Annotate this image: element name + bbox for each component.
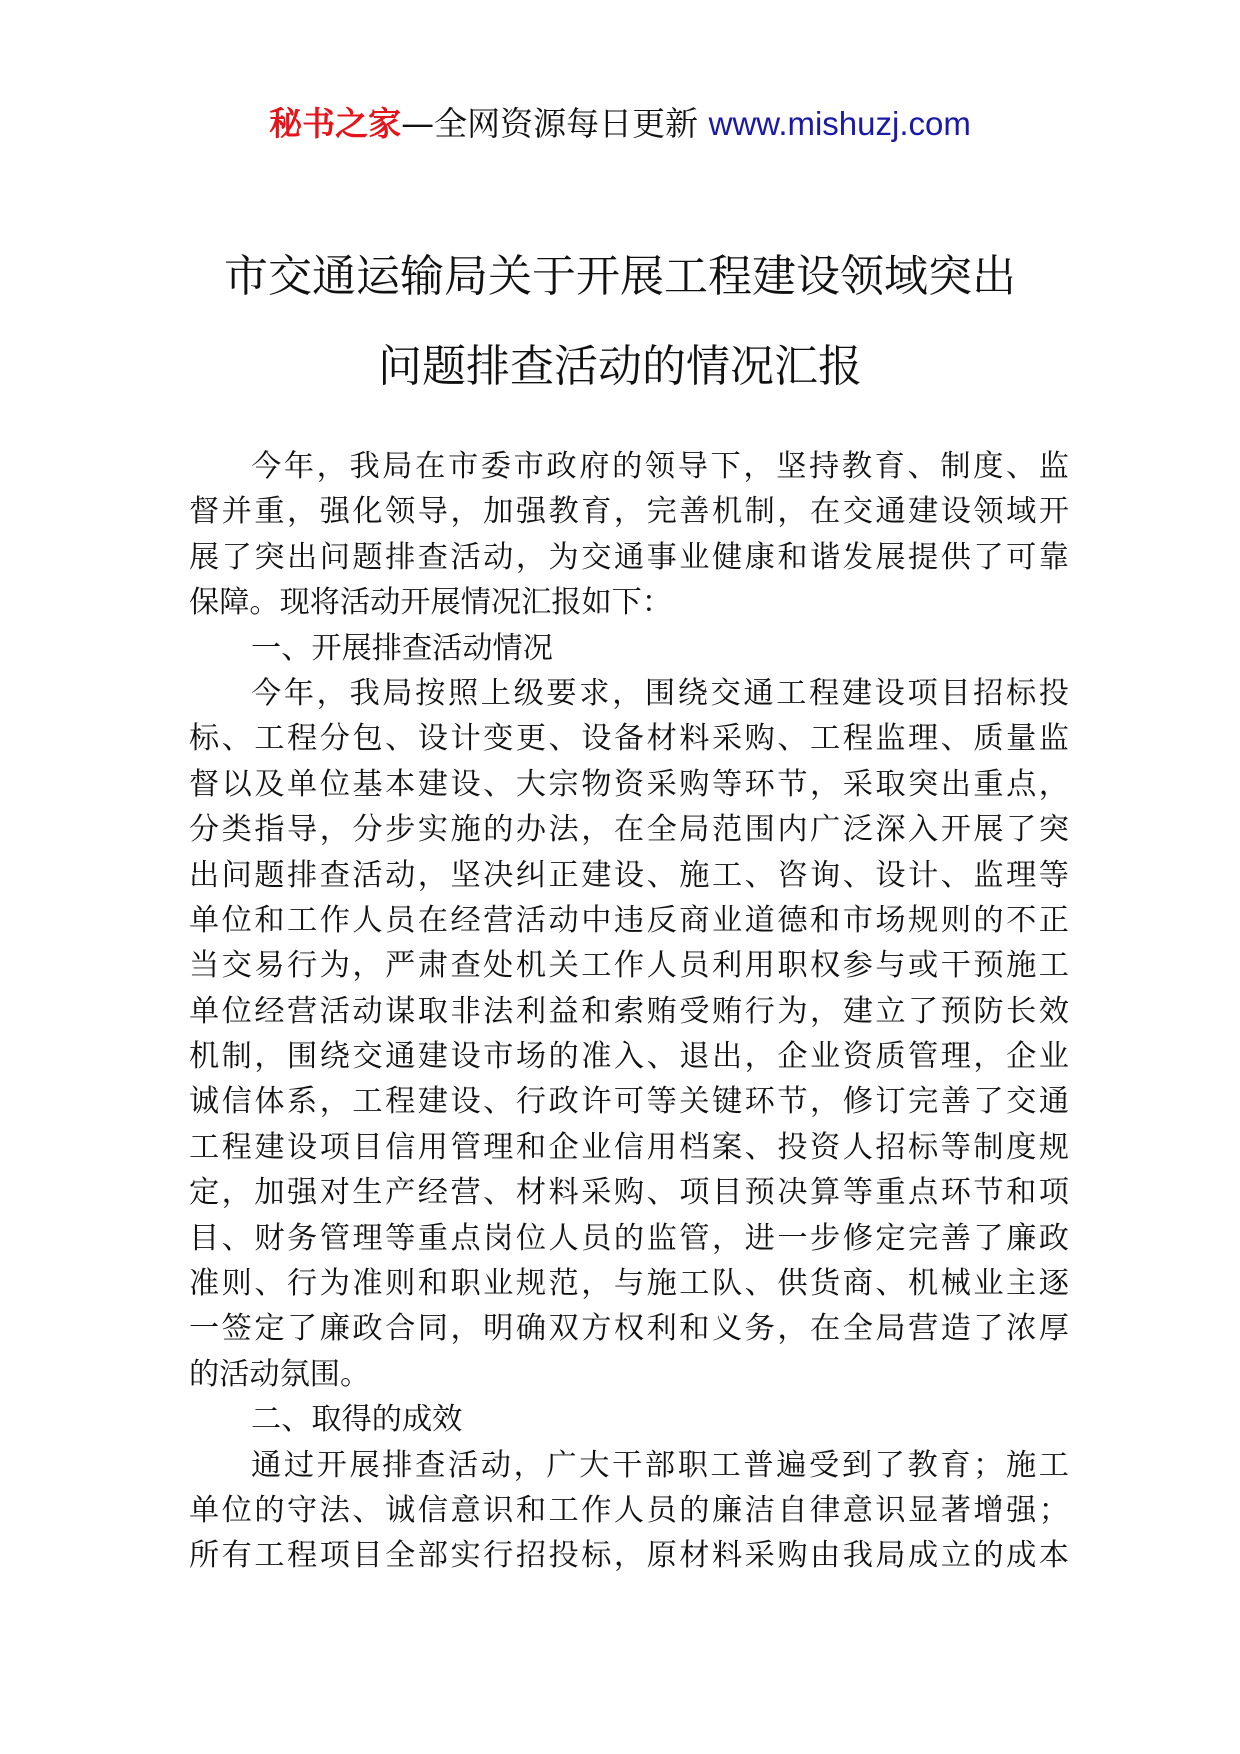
site-url-link[interactable]: www.mishuzj.com [708,105,971,142]
body-line: 定，加强对生产经营、材料采购、项目预决算等重点环节和项 [189,1175,1069,1211]
body-line: 机制，围绕交通建设市场的准入、退出，企业资质管理，企业 [189,1039,1069,1075]
body-line: 准则、行为准则和职业规范，与施工队、供货商、机械业主逐 [189,1266,1069,1302]
body-line: 目、财务管理等重点岗位人员的监管，进一步修定完善了廉政 [189,1220,1069,1256]
brand-name: 秘书之家 [269,104,402,143]
body-line: 出问题排查活动，坚决纠正建设、施工、咨询、设计、监理等 [189,857,1069,893]
document-body [189,444,1069,1579]
body-line: 单位的守法、诚信意识和工作人员的廉洁自律意识显著增强； [189,1492,1069,1528]
body-line: 保障。现将活动开展情况汇报如下： [189,585,673,621]
body-line: 督以及单位基本建设、大宗物资采购等环节，采取突出重点， [189,766,1069,802]
body-line: 今年，我局在市委市政府的领导下，坚持教育、制度、监 [251,449,1069,484]
body-line: 通过开展排查活动，广大干部职工普遍受到了教育；施工 [251,1447,1069,1483]
body-line: 所有工程项目全部实行招投标，原材料采购由我局成立的成本 [189,1538,1069,1574]
banner-slogan: —全网资源每日更新 [401,104,699,143]
body-line: 工程建设项目信用管理和企业信用档案、投资人招标等制度规 [189,1129,1069,1165]
body-line: 标、工程分包、设计变更、设备材料采购、工程监理、质量监 [189,721,1069,757]
title-line-1: 市交通运输局关于开展工程建设领域突出 [224,251,1016,302]
section-heading-1: 一、开展排查活动情况 [251,630,553,666]
site-banner [0,98,1240,150]
body-line: 单位经营活动谋取非法利益和索贿受贿行为，建立了预防长效 [189,993,1069,1029]
body-line: 一签定了廉政合同，明确双方权利和义务，在全局营造了浓厚 [189,1311,1069,1347]
body-line: 展了突出问题排查活动，为交通事业健康和谐发展提供了可靠 [189,539,1069,575]
body-line: 单位和工作人员在经营活动中违反商业道德和市场规则的不正 [189,902,1069,938]
title-line-2: 问题排查活动的情况汇报 [378,341,862,392]
section-heading-2: 二、取得的成效 [251,1402,463,1438]
body-line: 督并重，强化领导，加强教育，完善机制，在交通建设领域开 [189,494,1069,530]
body-line: 的活动氛围。 [189,1356,371,1392]
body-line: 今年，我局按照上级要求，围绕交通工程建设项目招标投 [251,675,1069,711]
body-line: 当交易行为，严肃查处机关工作人员利用职权参与或干预施工 [189,948,1069,984]
body-line: 分类指导，分步实施的办法，在全局范围内广泛深入开展了突 [189,812,1069,848]
document-title [0,232,1240,412]
body-line: 诚信体系，工程建设、行政许可等关键环节，修订完善了交通 [189,1084,1069,1120]
